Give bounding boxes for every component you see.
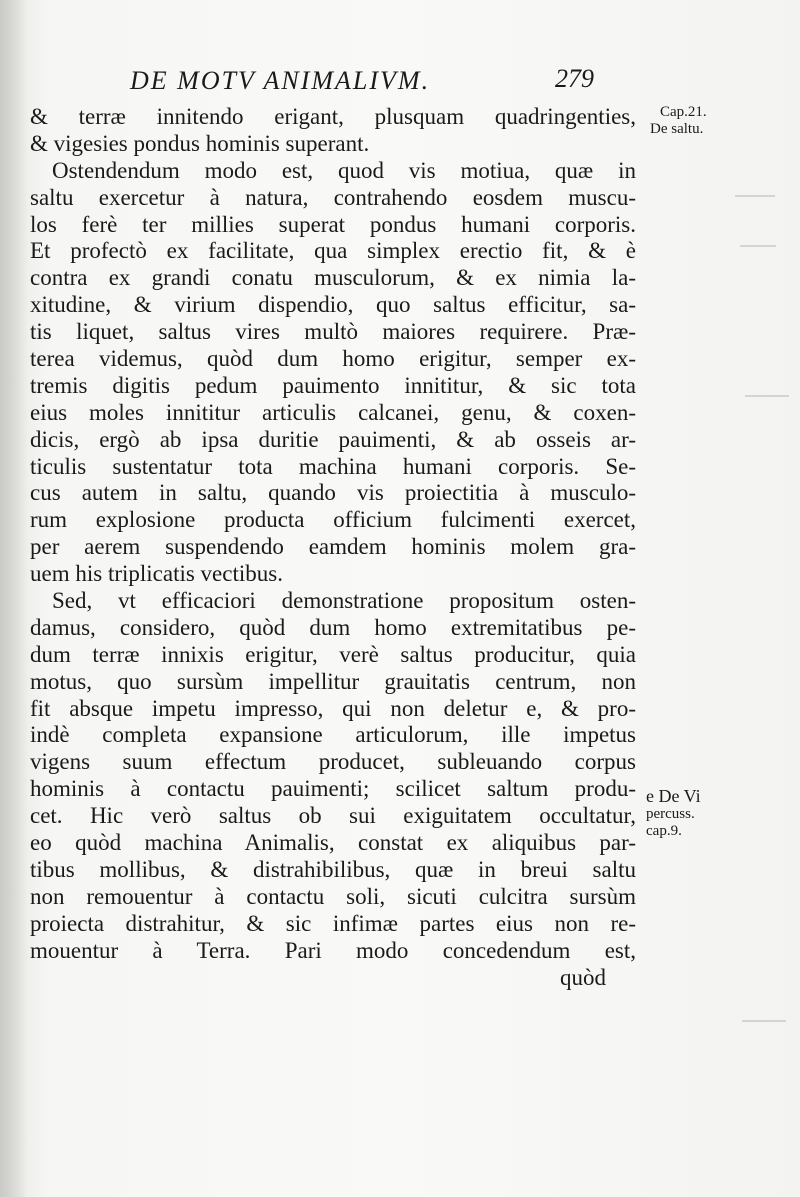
- text-line: dicis, ergò ab ipsa duritie pauimenti, & ab osseis ar-: [30, 426, 636, 452]
- text-line: saltu exercetur à natura, contrahendo eosdem muscu-: [30, 184, 636, 210]
- text-line: Et profectò ex facilitate, qua simplex erectio fit, & è: [30, 238, 636, 264]
- text-line: Ostendendum modo est, quod vis motiua, quæ in: [52, 157, 636, 183]
- text-line: indè completa expansione articulorum, ille impetus: [30, 722, 636, 748]
- text-line: damus, considero, quòd dum homo extremitatibus pe-: [30, 614, 636, 640]
- text-line: tremis digitis pedum pauimento innititur, & sic tota: [30, 372, 636, 398]
- margin-note-line: De saltu.: [650, 121, 704, 137]
- margin-note-line: Cap.21.: [660, 104, 707, 120]
- text-line: eius moles innititur articulis calcanei, genu, & coxen-: [30, 399, 636, 425]
- text-line: non remouentur à contactu soli, sicuti culcitra sursùm: [30, 883, 636, 909]
- text-line: eo quòd machina Animalis, constat ex aliquibus par-: [30, 830, 636, 856]
- catchword: quòd: [560, 964, 606, 990]
- margin-note-line: e De Vi: [646, 786, 701, 806]
- show-through-mark: [740, 245, 776, 247]
- text-line: ticulis sustentatur tota machina humani corporis. Se-: [30, 453, 636, 479]
- text-line: rum explosione producta officium fulcimenti exercet,: [30, 507, 636, 533]
- show-through-mark: [735, 195, 775, 197]
- text-line: & vigesies pondus hominis superant.: [30, 130, 370, 156]
- text-line: per aerem suspendendo eamdem hominis molem gra-: [30, 534, 636, 560]
- margin-note-reference: [646, 786, 701, 840]
- show-through-mark: [742, 1020, 786, 1022]
- text-line: terea videmus, quòd dum homo erigitur, semper ex-: [30, 346, 636, 372]
- text-line: vigens suum effectum producet, subleuando corpus: [30, 749, 636, 775]
- spine-shadow: [0, 0, 28, 1197]
- margin-note-chapter: [650, 104, 707, 138]
- margin-note-line: percuss.: [646, 806, 695, 822]
- text-line: proiecta distrahitur, & sic infimæ partes eius non re-: [30, 910, 636, 936]
- text-line: tibus mollibus, & distrahibilibus, quæ in breui saltu: [30, 856, 636, 882]
- text-line: motus, quo sursùm impellitur grauitatis centrum, non: [30, 668, 636, 694]
- show-through-mark: [745, 395, 789, 397]
- text-line: cet. Hic verò saltus ob sui exiguitatem occultatur,: [30, 803, 636, 829]
- text-line: cus autem in saltu, quando vis proiectitia à musculo-: [30, 480, 636, 506]
- text-line: xitudine, & virium dispendio, quo saltus efficitur, sa-: [30, 292, 636, 318]
- text-line: fit absque impetu impresso, qui non deletur e, & pro-: [30, 695, 636, 721]
- text-line: tis liquet, saltus vires multò maiores requirere. Præ-: [30, 319, 636, 345]
- text-line: los ferè ter millies superat pondus humani corporis.: [30, 211, 636, 237]
- body-text: [30, 104, 636, 991]
- text-line: mouentur à Terra. Pari modo concedendum est,: [30, 937, 636, 963]
- margin-note-line: cap.9.: [646, 823, 682, 839]
- running-title: DE MOTV ANIMALIVM.: [130, 66, 431, 95]
- text-line: dum terræ innixis erigitur, verè saltus producitur, quia: [30, 641, 636, 667]
- text-line: & terræ innitendo erigant, plusquam quadringenties,: [30, 104, 636, 129]
- text-line: Sed, vt efficaciori demonstratione propositum osten-: [52, 588, 636, 614]
- text-line: hominis à contactu pauimenti; scilicet saltum produ-: [30, 776, 636, 802]
- text-line: contra ex grandi conatu musculorum, & ex nimia la-: [30, 265, 636, 291]
- text-line: uem his triplicatis vectibus.: [30, 561, 283, 587]
- page-number: 279: [555, 64, 594, 93]
